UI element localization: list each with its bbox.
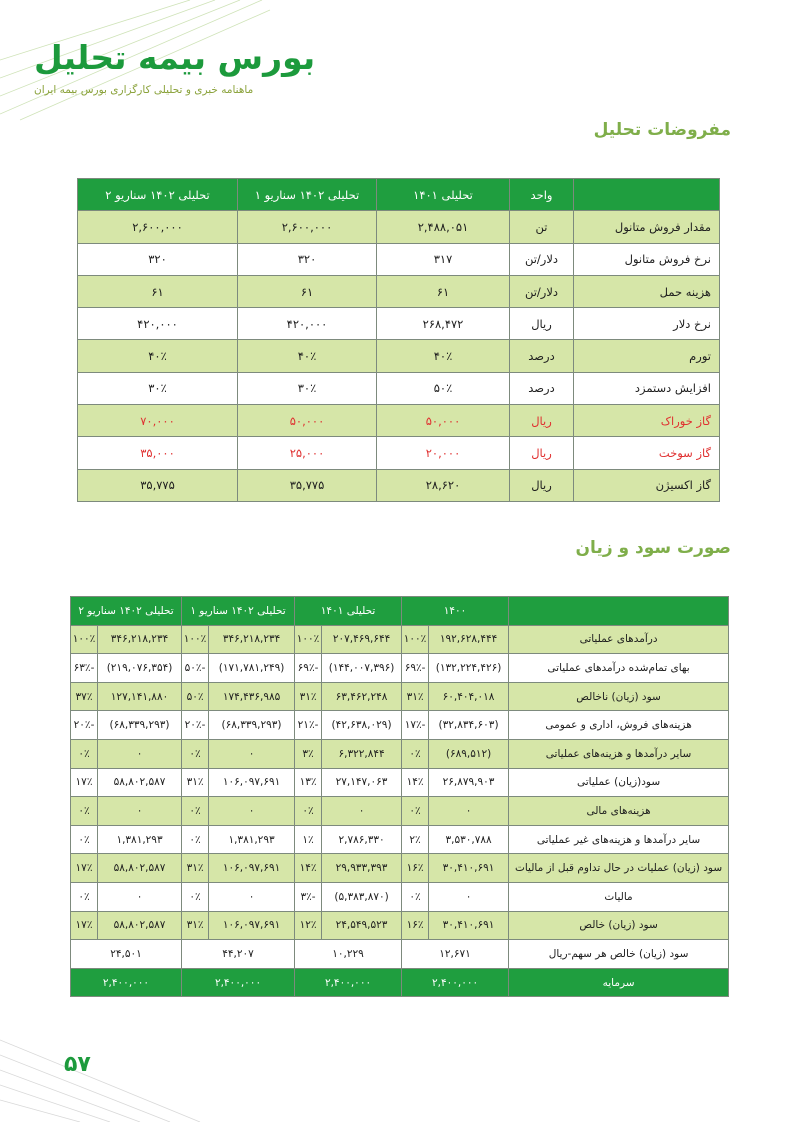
row-label: سود(زیان) عملیاتی xyxy=(509,768,729,797)
percent-cell: ۱۶٪ xyxy=(402,854,429,883)
percent-cell: ۱۳٪ xyxy=(295,768,322,797)
value-cell: ۳,۵۳۰,۷۸۸ xyxy=(429,825,509,854)
value-cell: ۵۰,۰۰۰ xyxy=(377,405,510,437)
row-label: سایر درآمدها و هزینه‌های غیر عملیاتی xyxy=(509,825,729,854)
value-cell: ۲۹,۹۳۳,۳۹۳ xyxy=(322,854,402,883)
value-cell: ۶۱ xyxy=(238,275,377,307)
row-label: سود (زیان) خالص xyxy=(509,911,729,940)
value-cell: ۶,۳۲۲,۸۴۴ xyxy=(322,739,402,768)
percent-cell: ۱۶٪ xyxy=(402,911,429,940)
percent-cell: ۱۷٪ xyxy=(71,911,98,940)
percent-cell: -۱۷٪ xyxy=(402,711,429,740)
percent-cell: ۳۱٪ xyxy=(182,854,209,883)
header-cell: تحلیلی ۱۴۰۲ سناریو ۱ xyxy=(182,597,295,626)
value-cell: ۶۰,۴۰۴,۰۱۸ xyxy=(429,682,509,711)
brand-logo-title: بورس بیمه تحلیل xyxy=(34,38,316,77)
value-cell: ۴۴,۲۰۷ xyxy=(182,940,295,969)
unit-cell: دلار/تن xyxy=(510,243,574,275)
percent-cell: ۱۰۰٪ xyxy=(402,625,429,654)
table-row xyxy=(71,882,729,911)
income-statement-table xyxy=(70,596,729,997)
unit-cell: ریال xyxy=(510,469,574,501)
percent-cell: ۵۰٪ xyxy=(182,682,209,711)
table-row xyxy=(71,768,729,797)
table-row xyxy=(78,308,720,340)
table-row xyxy=(78,372,720,404)
value-cell: ۰ xyxy=(209,739,295,768)
value-cell: ۱,۳۸۱,۲۹۳ xyxy=(98,825,182,854)
table-row xyxy=(78,340,720,372)
percent-cell: -۲۰٪ xyxy=(71,711,98,740)
table-row xyxy=(71,682,729,711)
value-cell: ۵۸,۸۰۲,۵۸۷ xyxy=(98,768,182,797)
percent-cell: ۱٪ xyxy=(295,825,322,854)
value-cell: ۱۲۷,۱۴۱,۸۸۰ xyxy=(98,682,182,711)
value-cell: ۱۰۶,۰۹۷,۶۹۱ xyxy=(209,768,295,797)
percent-cell: -۶۳٪ xyxy=(71,654,98,683)
value-cell: ۲,۴۰۰,۰۰۰ xyxy=(402,968,509,997)
row-label: نرخ دلار xyxy=(574,308,720,340)
percent-cell: -۲۱٪ xyxy=(295,711,322,740)
value-cell: ۳۴۶,۲۱۸,۲۳۴ xyxy=(98,625,182,654)
value-cell: ۲,۷۸۶,۳۳۰ xyxy=(322,825,402,854)
value-cell: ۴۲۰,۰۰۰ xyxy=(78,308,238,340)
income-statement-title: صورت سود و زیان xyxy=(575,538,731,558)
header-cell: تحلیلی ۱۴۰۲ سناریو ۲ xyxy=(71,597,182,626)
table-row xyxy=(78,437,720,469)
value-cell: ۵۰,۰۰۰ xyxy=(238,405,377,437)
value-cell: ۳۰٪ xyxy=(238,372,377,404)
table-row xyxy=(71,739,729,768)
value-cell: (۱۴۴,۰۰۷,۳۹۶) xyxy=(322,654,402,683)
value-cell: ۳۱۷ xyxy=(377,243,510,275)
percent-cell: ۰٪ xyxy=(182,797,209,826)
value-cell: ۰ xyxy=(98,882,182,911)
value-cell: ۶۱ xyxy=(377,275,510,307)
value-cell: ۲,۴۸۸,۰۵۱ xyxy=(377,211,510,243)
row-label: افزایش دستمزد xyxy=(574,372,720,404)
percent-cell: ۰٪ xyxy=(71,825,98,854)
value-cell: ۲,۶۰۰,۰۰۰ xyxy=(238,211,377,243)
row-label: مالیات xyxy=(509,882,729,911)
value-cell: ۶۱ xyxy=(78,275,238,307)
eps-row xyxy=(71,940,729,969)
header-cell: واحد xyxy=(510,179,574,211)
value-cell: ۳۰,۴۱۰,۶۹۱ xyxy=(429,854,509,883)
value-cell: ۲۴,۵۰۱ xyxy=(71,940,182,969)
percent-cell: -۶۹٪ xyxy=(402,654,429,683)
value-cell: ۲۰۷,۴۶۹,۶۴۴ xyxy=(322,625,402,654)
value-cell: ۳۵,۷۷۵ xyxy=(238,469,377,501)
value-cell: ۰ xyxy=(429,797,509,826)
value-cell: ۳۲۰ xyxy=(78,243,238,275)
value-cell: ۵۸,۸۰۲,۵۸۷ xyxy=(98,911,182,940)
value-cell: ۳۵,۷۷۵ xyxy=(78,469,238,501)
unit-cell: دلار/تن xyxy=(510,275,574,307)
page-number: ۵۷ xyxy=(64,1052,91,1077)
percent-cell: -۶۹٪ xyxy=(295,654,322,683)
row-label: درآمدهای عملیاتی xyxy=(509,625,729,654)
percent-cell: ۳۷٪ xyxy=(71,682,98,711)
value-cell: ۵۸,۸۰۲,۵۸۷ xyxy=(98,854,182,883)
value-cell: ۴۲۰,۰۰۰ xyxy=(238,308,377,340)
percent-cell: ۱۲٪ xyxy=(295,911,322,940)
percent-cell: ۱۴٪ xyxy=(402,768,429,797)
row-label: گاز خوراک xyxy=(574,405,720,437)
value-cell: ۲۰,۰۰۰ xyxy=(377,437,510,469)
value-cell: ۵۰٪ xyxy=(377,372,510,404)
value-cell: ۴۰٪ xyxy=(78,340,238,372)
header-cell: تحلیلی ۱۴۰۲ سناریو ۱ xyxy=(238,179,377,211)
value-cell: ۶۳,۴۶۲,۲۴۸ xyxy=(322,682,402,711)
value-cell: (۱۳۲,۲۲۴,۴۲۶) xyxy=(429,654,509,683)
value-cell: ۷۰,۰۰۰ xyxy=(78,405,238,437)
capital-row xyxy=(71,968,729,997)
percent-cell: -۲۰٪ xyxy=(182,711,209,740)
unit-cell: ریال xyxy=(510,405,574,437)
assumptions-table xyxy=(77,178,720,502)
percent-cell: ۰٪ xyxy=(182,739,209,768)
value-cell: ۴۰٪ xyxy=(238,340,377,372)
value-cell: ۳۰٪ xyxy=(78,372,238,404)
assumptions-title: مفروضات تحلیل xyxy=(593,120,731,140)
table-row xyxy=(78,469,720,501)
value-cell: ۳۰,۴۱۰,۶۹۱ xyxy=(429,911,509,940)
header-cell: تحلیلی ۱۴۰۲ سناریو ۲ xyxy=(78,179,238,211)
value-cell: ۲۴,۵۴۹,۵۲۳ xyxy=(322,911,402,940)
table-row xyxy=(71,911,729,940)
percent-cell: ۰٪ xyxy=(402,739,429,768)
income-header-row xyxy=(71,597,729,626)
header-cell: تحلیلی ۱۴۰۱ xyxy=(377,179,510,211)
row-label: سود (زیان) ناخالص xyxy=(509,682,729,711)
percent-cell: ۳۱٪ xyxy=(402,682,429,711)
percent-cell: ۰٪ xyxy=(71,797,98,826)
percent-cell: ۰٪ xyxy=(295,797,322,826)
unit-cell: تن xyxy=(510,211,574,243)
value-cell: (۶۸,۳۳۹,۲۹۳) xyxy=(98,711,182,740)
value-cell: (۳۲,۸۳۴,۶۰۳) xyxy=(429,711,509,740)
row-label: مقدار فروش متانول xyxy=(574,211,720,243)
brand-subtitle: ماهنامه خبری و تحلیلی کارگزاری بورس بیمه ایران xyxy=(34,84,254,96)
value-cell: ۲۶,۸۷۹,۹۰۳ xyxy=(429,768,509,797)
percent-cell: ۱۷٪ xyxy=(71,854,98,883)
value-cell: ۰ xyxy=(209,797,295,826)
row-label: هزینه‌های فروش، اداری و عمومی xyxy=(509,711,729,740)
value-cell: (۴۲,۶۳۸,۰۲۹) xyxy=(322,711,402,740)
value-cell: ۲,۴۰۰,۰۰۰ xyxy=(182,968,295,997)
percent-cell: ۱۰۰٪ xyxy=(182,625,209,654)
table-row xyxy=(71,625,729,654)
header-cell: ۱۴۰۰ xyxy=(402,597,509,626)
value-cell: (۲۱۹,۰۷۶,۳۵۴) xyxy=(98,654,182,683)
header-cell xyxy=(509,597,729,626)
percent-cell: ۰٪ xyxy=(402,882,429,911)
value-cell: ۳۴۶,۲۱۸,۲۳۴ xyxy=(209,625,295,654)
value-cell: ۱۹۲,۶۲۸,۴۴۴ xyxy=(429,625,509,654)
value-cell: (۶۸,۳۳۹,۲۹۳) xyxy=(209,711,295,740)
value-cell: ۴۰٪ xyxy=(377,340,510,372)
percent-cell: -۳٪ xyxy=(295,882,322,911)
value-cell: ۰ xyxy=(209,882,295,911)
percent-cell: ۰٪ xyxy=(71,882,98,911)
assumptions-header-row xyxy=(78,179,720,211)
percent-cell: ۳٪ xyxy=(295,739,322,768)
percent-cell: ۰٪ xyxy=(182,882,209,911)
percent-cell: ۱۷٪ xyxy=(71,768,98,797)
header-cell: تحلیلی ۱۴۰۱ xyxy=(295,597,402,626)
table-row xyxy=(78,211,720,243)
value-cell: ۲۵,۰۰۰ xyxy=(238,437,377,469)
percent-cell: ۳۱٪ xyxy=(182,911,209,940)
row-label: بهای تمام‌شده درآمدهای عملیاتی xyxy=(509,654,729,683)
row-label: سایر درآمدها و هزینه‌های عملیاتی xyxy=(509,739,729,768)
table-row xyxy=(71,825,729,854)
table-row xyxy=(71,711,729,740)
value-cell: ۱۲,۶۷۱ xyxy=(402,940,509,969)
row-label: گاز سوخت xyxy=(574,437,720,469)
value-cell: ۱۰,۲۲۹ xyxy=(295,940,402,969)
percent-cell: ۰٪ xyxy=(402,797,429,826)
percent-cell: ۳۱٪ xyxy=(295,682,322,711)
value-cell: ۲۷,۱۴۷,۰۶۳ xyxy=(322,768,402,797)
table-row xyxy=(71,797,729,826)
percent-cell: ۲٪ xyxy=(402,825,429,854)
percent-cell: ۱۴٪ xyxy=(295,854,322,883)
value-cell: ۱۷۴,۴۳۶,۹۸۵ xyxy=(209,682,295,711)
row-label: گاز اکسیژن xyxy=(574,469,720,501)
percent-cell: ۱۰۰٪ xyxy=(295,625,322,654)
percent-cell: -۵۰٪ xyxy=(182,654,209,683)
table-row xyxy=(78,243,720,275)
value-cell: ۲,۴۰۰,۰۰۰ xyxy=(71,968,182,997)
value-cell: ۳۵,۰۰۰ xyxy=(78,437,238,469)
value-cell: ۰ xyxy=(322,797,402,826)
value-cell: ۲۸,۶۲۰ xyxy=(377,469,510,501)
value-cell: (۱۷۱,۷۸۱,۲۴۹) xyxy=(209,654,295,683)
value-cell: ۱۰۶,۰۹۷,۶۹۱ xyxy=(209,854,295,883)
value-cell: ۲۶۸,۴۷۲ xyxy=(377,308,510,340)
percent-cell: ۰٪ xyxy=(71,739,98,768)
value-cell: (۶۸۹,۵۱۲) xyxy=(429,739,509,768)
row-label: نرخ فروش متانول xyxy=(574,243,720,275)
percent-cell: ۰٪ xyxy=(182,825,209,854)
table-row xyxy=(78,275,720,307)
row-label: سود (زیان) خالص هر سهم-ریال xyxy=(509,940,729,969)
unit-cell: درصد xyxy=(510,340,574,372)
row-label: تورم xyxy=(574,340,720,372)
value-cell: ۱,۳۸۱,۲۹۳ xyxy=(209,825,295,854)
header-cell xyxy=(574,179,720,211)
value-cell: ۰ xyxy=(429,882,509,911)
value-cell: (۵,۳۸۳,۸۷۰) xyxy=(322,882,402,911)
percent-cell: ۳۱٪ xyxy=(182,768,209,797)
value-cell: ۳۲۰ xyxy=(238,243,377,275)
value-cell: ۲,۴۰۰,۰۰۰ xyxy=(295,968,402,997)
unit-cell: ریال xyxy=(510,308,574,340)
unit-cell: ریال xyxy=(510,437,574,469)
row-label: هزینه‌های مالی xyxy=(509,797,729,826)
table-row xyxy=(78,405,720,437)
table-row xyxy=(71,854,729,883)
row-label: هزینه حمل xyxy=(574,275,720,307)
value-cell: ۰ xyxy=(98,797,182,826)
row-label: سرمایه xyxy=(509,968,729,997)
value-cell: ۰ xyxy=(98,739,182,768)
percent-cell: ۱۰۰٪ xyxy=(71,625,98,654)
table-row xyxy=(71,654,729,683)
unit-cell: درصد xyxy=(510,372,574,404)
value-cell: ۲,۶۰۰,۰۰۰ xyxy=(78,211,238,243)
value-cell: ۱۰۶,۰۹۷,۶۹۱ xyxy=(209,911,295,940)
row-label: سود (زیان) عملیات در حال تداوم قبل از مالیات xyxy=(509,854,729,883)
